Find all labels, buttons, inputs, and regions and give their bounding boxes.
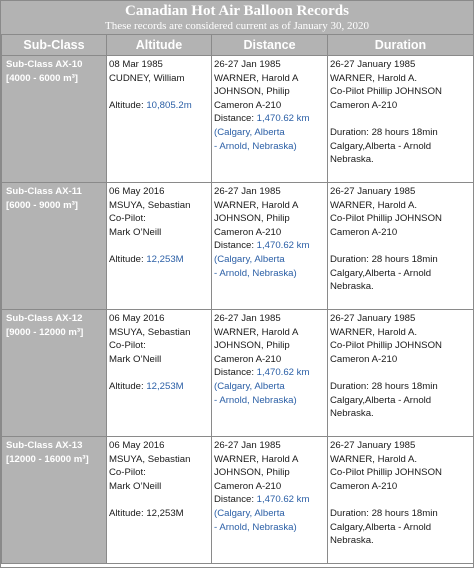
altitude-label: Altitude: bbox=[109, 99, 147, 111]
distance-label: Distance: bbox=[214, 367, 257, 379]
duration-aircraft: Cameron A-210 bbox=[330, 99, 398, 111]
duration-value: Duration: 28 hours 18min bbox=[330, 253, 438, 265]
table-row bbox=[2, 310, 474, 437]
title-banner bbox=[1, 1, 473, 34]
altitude-copilot: Mark O’Neill bbox=[109, 226, 162, 238]
subclass-name: Sub-Class AX-10 bbox=[6, 59, 83, 70]
duration-route-start: Calgary,Alberta - Arnold bbox=[330, 140, 432, 152]
distance-copilot: JOHNSON, Philip bbox=[214, 340, 290, 352]
distance-copilot: JOHNSON, Philip bbox=[214, 213, 290, 225]
duration-pilot: WARNER, Harold A. bbox=[330, 326, 418, 338]
altitude-pilot: CUDNEY, William bbox=[109, 72, 185, 84]
distance-route-end: - Arnold, Nebraska) bbox=[214, 394, 297, 406]
distance-pilot: WARNER, Harold A bbox=[214, 72, 299, 84]
subclass-range: [6000 - 9000 m³] bbox=[6, 199, 78, 211]
altitude-pilot: MSUYA, Sebastian bbox=[109, 453, 191, 465]
distance-copilot: JOHNSON, Philip bbox=[214, 467, 290, 479]
duration-copilot: Co-Pilot Phillip JOHNSON bbox=[330, 86, 442, 98]
distance-route-start: (Calgary, Alberta bbox=[214, 126, 285, 138]
column-header-altitude: Altitude bbox=[107, 35, 212, 56]
duration-cell bbox=[328, 56, 474, 183]
subclass-cell bbox=[2, 437, 107, 564]
altitude-record bbox=[109, 380, 209, 394]
duration-copilot: Co-Pilot Phillip JOHNSON bbox=[330, 467, 442, 479]
altitude-record bbox=[109, 253, 209, 267]
altitude-cell bbox=[107, 183, 212, 310]
altitude-copilot-label: Co-Pilot: bbox=[109, 213, 146, 225]
duration-pilot: WARNER, Harold A. bbox=[330, 72, 418, 84]
column-header-duration: Duration bbox=[328, 35, 474, 56]
column-header-distance: Distance bbox=[212, 35, 328, 56]
subclass-range: [4000 - 6000 m³] bbox=[6, 72, 78, 84]
distance-pilot: WARNER, Harold A bbox=[214, 326, 299, 338]
duration-cell bbox=[328, 310, 474, 437]
altitude-date: 08 Mar 1985 bbox=[109, 59, 163, 70]
subclass-range: [9000 - 12000 m³] bbox=[6, 326, 84, 338]
duration-date: 26-27 January 1985 bbox=[330, 440, 416, 451]
distance-cell bbox=[212, 437, 328, 564]
distance-route-end: - Arnold, Nebraska) bbox=[214, 521, 297, 533]
distance-pilot: WARNER, Harold A bbox=[214, 199, 299, 211]
altitude-cell bbox=[107, 310, 212, 437]
distance-aircraft: Cameron A-210 bbox=[214, 226, 282, 238]
subclass-cell bbox=[2, 56, 107, 183]
distance-route-start: (Calgary, Alberta bbox=[214, 507, 285, 519]
duration-cell bbox=[328, 183, 474, 310]
distance-date: 26-27 Jan 1985 bbox=[214, 59, 281, 70]
distance-cell bbox=[212, 56, 328, 183]
distance-date: 26-27 Jan 1985 bbox=[214, 313, 281, 324]
duration-pilot: WARNER, Harold A. bbox=[330, 199, 418, 211]
distance-value: 1,470.62 km bbox=[256, 494, 310, 506]
page-subtitle: These records are considered current as of January 30, 2020 bbox=[105, 20, 369, 32]
duration-route-start: Calgary,Alberta - Arnold bbox=[330, 267, 432, 279]
altitude-value: 12,253M bbox=[146, 380, 184, 392]
table-row bbox=[2, 56, 474, 183]
duration-route-end: Nebraska. bbox=[330, 281, 374, 293]
table-row bbox=[2, 183, 474, 310]
duration-copilot: Co-Pilot Phillip JOHNSON bbox=[330, 213, 442, 225]
duration-cell bbox=[328, 437, 474, 564]
page-title: Canadian Hot Air Balloon Records bbox=[125, 3, 349, 19]
altitude-record bbox=[109, 99, 209, 113]
distance-record bbox=[214, 366, 325, 380]
table-header-row bbox=[2, 35, 474, 56]
duration-date: 26-27 January 1985 bbox=[330, 313, 416, 324]
altitude-label: Altitude: bbox=[109, 380, 147, 392]
altitude-cell bbox=[107, 56, 212, 183]
duration-pilot: WARNER, Harold A. bbox=[330, 453, 418, 465]
altitude-copilot: Mark O’Neill bbox=[109, 353, 162, 365]
subclass-cell bbox=[2, 310, 107, 437]
subclass-name: Sub-Class AX-11 bbox=[6, 186, 82, 197]
altitude-date: 06 May 2016 bbox=[109, 440, 165, 451]
duration-copilot: Co-Pilot Phillip JOHNSON bbox=[330, 340, 442, 352]
duration-route-end: Nebraska. bbox=[330, 408, 374, 420]
distance-date: 26-27 Jan 1985 bbox=[214, 186, 281, 197]
distance-record bbox=[214, 112, 325, 126]
duration-route-end: Nebraska. bbox=[330, 154, 374, 166]
altitude-value: 12,253M bbox=[146, 253, 184, 265]
altitude-pilot: MSUYA, Sebastian bbox=[109, 326, 191, 338]
distance-record bbox=[214, 239, 325, 253]
distance-label: Distance: bbox=[214, 240, 257, 252]
duration-aircraft: Cameron A-210 bbox=[330, 480, 398, 492]
duration-date: 26-27 January 1985 bbox=[330, 59, 416, 70]
distance-aircraft: Cameron A-210 bbox=[214, 480, 282, 492]
distance-route-end: - Arnold, Nebraska) bbox=[214, 140, 297, 152]
distance-cell bbox=[212, 310, 328, 437]
distance-copilot: JOHNSON, Philip bbox=[214, 86, 290, 98]
duration-route-start: Calgary,Alberta - Arnold bbox=[330, 394, 432, 406]
distance-aircraft: Cameron A-210 bbox=[214, 353, 282, 365]
altitude-record: Altitude: 12,253M bbox=[109, 507, 184, 519]
duration-value: Duration: 28 hours 18min bbox=[330, 380, 438, 392]
duration-route-end: Nebraska. bbox=[330, 535, 374, 547]
distance-pilot: WARNER, Harold A bbox=[214, 453, 299, 465]
distance-route-end: - Arnold, Nebraska) bbox=[214, 267, 297, 279]
altitude-copilot: Mark O’Neill bbox=[109, 480, 162, 492]
distance-route-start: (Calgary, Alberta bbox=[214, 380, 285, 392]
subclass-cell bbox=[2, 183, 107, 310]
duration-value: Duration: 28 hours 18min bbox=[330, 126, 438, 138]
distance-cell bbox=[212, 183, 328, 310]
distance-aircraft: Cameron A-210 bbox=[214, 99, 282, 111]
distance-label: Distance: bbox=[214, 494, 257, 506]
distance-value: 1,470.62 km bbox=[256, 240, 310, 252]
altitude-pilot: MSUYA, Sebastian bbox=[109, 199, 191, 211]
subclass-name: Sub-Class AX-12 bbox=[6, 313, 83, 324]
distance-value: 1,470.62 km bbox=[256, 113, 310, 125]
column-header-subclass: Sub-Class bbox=[2, 35, 107, 56]
duration-aircraft: Cameron A-210 bbox=[330, 353, 398, 365]
distance-date: 26-27 Jan 1985 bbox=[214, 440, 281, 451]
altitude-label: Altitude: bbox=[109, 253, 147, 265]
subclass-name: Sub-Class AX-13 bbox=[6, 440, 83, 451]
altitude-copilot-label: Co-Pilot: bbox=[109, 467, 146, 479]
duration-aircraft: Cameron A-210 bbox=[330, 226, 398, 238]
duration-value: Duration: 28 hours 18min bbox=[330, 507, 438, 519]
duration-route-start: Calgary,Alberta - Arnold bbox=[330, 521, 432, 533]
altitude-date: 06 May 2016 bbox=[109, 313, 165, 324]
records-table bbox=[1, 34, 474, 564]
table-row bbox=[2, 437, 474, 564]
altitude-cell bbox=[107, 437, 212, 564]
distance-record bbox=[214, 493, 325, 507]
duration-date: 26-27 January 1985 bbox=[330, 186, 416, 197]
altitude-value: 10,805.2m bbox=[146, 99, 192, 111]
distance-label: Distance: bbox=[214, 113, 257, 125]
distance-value: 1,470.62 km bbox=[256, 367, 310, 379]
distance-route-start: (Calgary, Alberta bbox=[214, 253, 285, 265]
subclass-range: [12000 - 16000 m³] bbox=[6, 453, 89, 465]
altitude-copilot-label: Co-Pilot: bbox=[109, 340, 146, 352]
altitude-date: 06 May 2016 bbox=[109, 186, 165, 197]
